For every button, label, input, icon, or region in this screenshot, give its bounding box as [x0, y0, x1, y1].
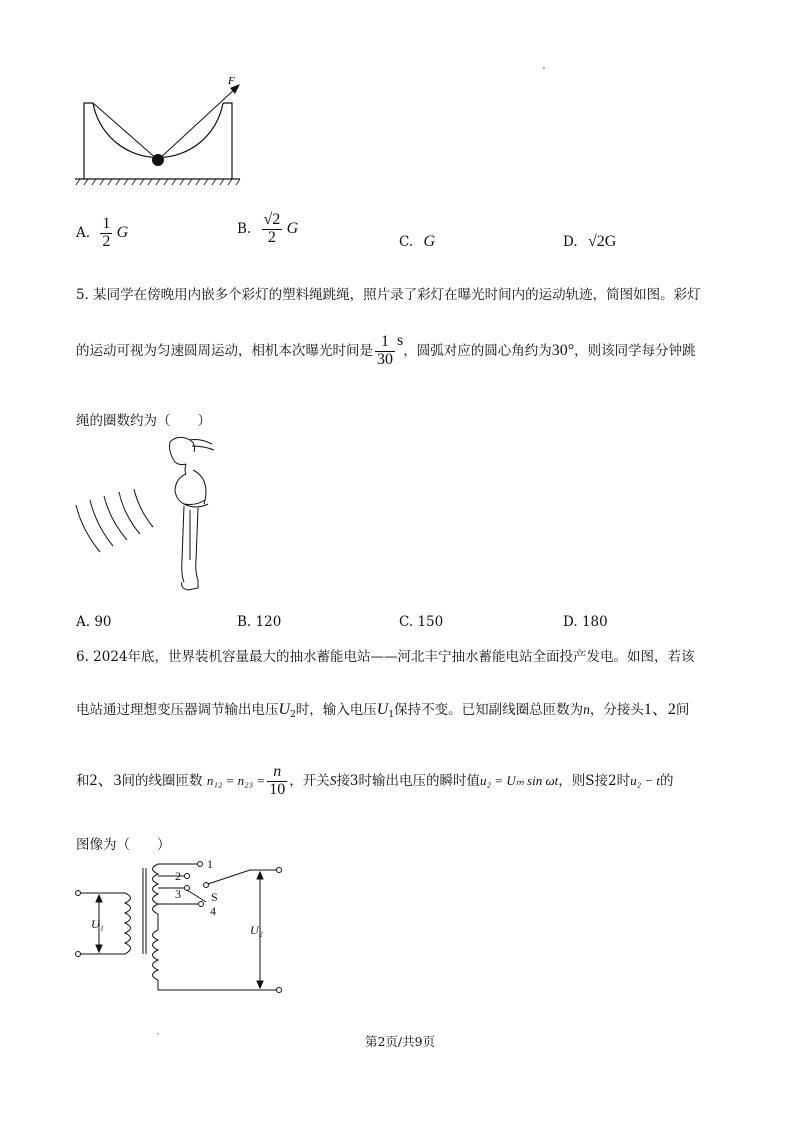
q6-line4: 图像为（ ）: [76, 837, 171, 853]
exposure-fraction: $\frac{1}{30}$: [377, 333, 393, 368]
q4-option-b[interactable]: B. $\frac{√2}{2}$ G: [237, 211, 299, 246]
q5-option-c[interactable]: C. 150: [399, 614, 444, 630]
q5-option-d[interactable]: D. 180: [563, 614, 608, 630]
tap-1: 1: [207, 857, 213, 871]
q6-line3: 和2、3间的线圈匝数 n₁₂ = n₂₃ = $\frac{n}{10}$ ，开关S接3时输出电压的瞬时值u₂ = Uₘ sin ωt，则S接2时u₂ − t的: [76, 763, 674, 798]
q5-option-b[interactable]: B. 120: [237, 614, 282, 630]
u1-label: U₁: [91, 917, 104, 931]
q4-option-d[interactable]: D. √2G: [563, 233, 617, 250]
fraction: $\frac{1}{2}$: [102, 215, 111, 250]
fraction: $\frac{√2}{2}$: [263, 211, 281, 246]
q5-line2: 的运动可视为匀速圆周运动，相机本次曝光时间是 $\frac{1}{30}$ s，圆弧对应的圆心角约为30°，则该同学每分钟跳: [76, 332, 696, 368]
u2-label: U₂: [250, 923, 263, 937]
q5-option-a[interactable]: A. 90: [76, 614, 112, 630]
q4-option-c[interactable]: C. G: [399, 233, 435, 250]
tap-2: 2: [175, 869, 181, 883]
q6-line1: 6. 2024年底，世界装机容量最大的抽水蓄能电站——河北丰宁抽水蓄能电站全面投产发电。如图，若该: [76, 649, 695, 665]
force-label: F: [228, 75, 235, 87]
switch-label: S: [211, 890, 218, 904]
q4-option-a[interactable]: A. $\frac{1}{2}$ G: [76, 215, 129, 250]
page-footer: 第2页/共9页: [364, 1034, 436, 1049]
tap-4: 4: [210, 904, 216, 918]
q6-line2: 电站通过理想变压器调节输出电压$U_2$时，输入电压$U_1$保持不变。已知副线圈总匝数为n，分接头1、2间: [76, 701, 690, 720]
tap-3: 3: [175, 887, 181, 901]
q5-line1: 5. 某同学在傍晚用内嵌多个彩灯的塑料绳跳绳，照片录了彩灯在曝光时间内的运动轨迹，简图如图。彩灯: [76, 287, 701, 303]
q5-line3: 绳的圈数约为（ ）: [76, 413, 211, 429]
